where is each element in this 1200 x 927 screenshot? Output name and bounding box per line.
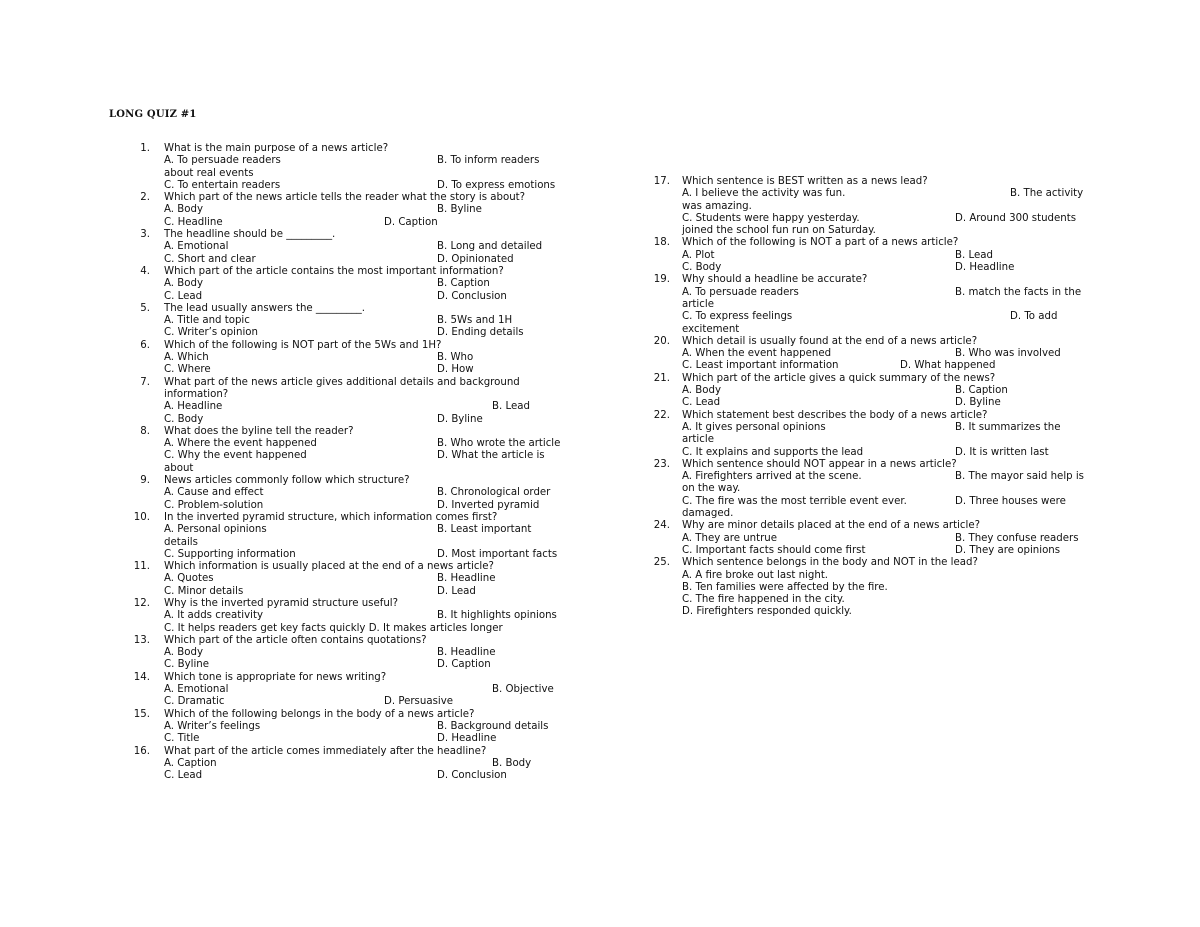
answer-option-c: C. To express feelings	[682, 311, 793, 323]
answer-option-c: C. Important facts should come first	[682, 544, 866, 556]
answer-option-b: B. The mayor said help is	[955, 471, 1084, 483]
question-number: 14.	[133, 671, 150, 683]
answer-row	[682, 287, 1098, 299]
answer-row	[164, 450, 580, 462]
answer-option-d: D. Caption	[384, 216, 438, 228]
question-item	[130, 561, 580, 598]
question-stem: What is the main purpose of a news article?	[164, 143, 389, 154]
answer-continued: was amazing.	[682, 200, 752, 212]
answer-row	[164, 401, 580, 413]
answer-option-a: A. It gives personal opinions	[682, 421, 826, 433]
question-stem: News articles commonly follow which structure?	[164, 475, 410, 487]
answer-option-c: C. Body	[164, 413, 204, 425]
answer-option-c: C. Lead	[682, 397, 721, 409]
question-item	[130, 672, 580, 709]
answer-option-d: D. Around 300 students	[955, 212, 1077, 224]
question-number: 23.	[653, 458, 670, 470]
question-item	[648, 459, 1098, 520]
answer-continued: damaged.	[682, 508, 734, 520]
answer-option-a: A. Body	[682, 385, 721, 397]
answer-continued: on the way.	[682, 483, 741, 495]
question-number: 15.	[133, 708, 150, 720]
answer-row	[164, 586, 580, 598]
answer-continued: joined the school fun run on Saturday.	[682, 225, 876, 237]
question-number: 17.	[653, 176, 670, 187]
question-number: 18.	[653, 237, 670, 249]
answer-row	[164, 733, 580, 745]
question-number: 10.	[133, 511, 150, 523]
question-stem: The headline should be _________.	[164, 229, 336, 241]
answer-continued: article	[682, 298, 714, 310]
answer-row	[682, 397, 1098, 409]
answer-row	[682, 311, 1098, 323]
answer-row	[682, 533, 1098, 545]
answer-option-a: A. To persuade readers	[682, 286, 799, 298]
answer-row	[164, 438, 580, 450]
answer-option-a: A. Plot	[682, 249, 715, 261]
answer-row	[682, 250, 1098, 262]
answer-option-a: A. Headline	[164, 401, 223, 413]
answer-row	[164, 291, 580, 303]
answer-option-b: B. Who was involved	[955, 348, 1061, 360]
question-stem: What part of the article comes immediately after the headline?	[164, 745, 487, 757]
question-body	[682, 237, 1098, 274]
answer-option-d: D. Most important facts	[437, 548, 558, 560]
answer-option-b: B. match the facts in the	[955, 286, 1082, 298]
answer-option-a: A. Title and topic	[164, 315, 250, 327]
question-number: 2.	[140, 192, 150, 204]
question-item	[648, 520, 1098, 557]
answer-option-d: D. What happened	[900, 360, 996, 372]
answer-option-b: B. They confuse readers	[955, 532, 1079, 544]
answer-option-b: B. Body	[492, 757, 532, 769]
answer-continued: about	[164, 462, 194, 474]
answer-option-c: C. Writer’s opinion	[164, 327, 258, 339]
answer-option-d: D. Byline	[437, 413, 483, 425]
answer-option-d: D. Inverted pyramid	[437, 499, 540, 511]
question-item	[648, 274, 1098, 335]
answer-row	[164, 684, 580, 696]
question-body	[164, 426, 580, 475]
question-body	[682, 459, 1098, 520]
answer-option-d: D. To add	[1010, 311, 1058, 323]
question-body	[164, 266, 580, 303]
answer-option-b: B. Who	[437, 352, 474, 364]
question-number: 3.	[140, 229, 150, 241]
question-stem: Which of the following belongs in the body of a news article?	[164, 708, 475, 720]
answer-option-d: D. Caption	[437, 659, 491, 671]
answer-option-d: D. Conclusion	[437, 290, 507, 302]
question-item	[130, 143, 580, 192]
question-number: 11.	[133, 561, 150, 573]
question-stem: Which part of the article gives a quick summary of the news?	[682, 372, 996, 384]
answer-option-a: A. Firefighters arrived at the scene.	[682, 471, 862, 483]
answer-row	[164, 721, 580, 733]
question-body	[682, 557, 1098, 618]
answer-row	[682, 496, 1098, 508]
answer-row	[164, 524, 580, 536]
question-item	[130, 229, 580, 266]
answer-row	[682, 422, 1098, 434]
answer-option-d: D. Ending details	[437, 327, 524, 339]
answer-option-c: C. Students were happy yesterday.	[682, 212, 860, 224]
answer-row	[682, 262, 1098, 274]
question-item	[130, 512, 580, 561]
answer-row	[164, 217, 580, 229]
question-item	[130, 426, 580, 475]
quiz-title: LONG QUIZ #1	[109, 109, 197, 120]
answer-option-d: D. Opinionated	[437, 253, 514, 265]
question-item	[130, 598, 580, 635]
answer-option-c: C. The fire was the most terrible event ever.	[682, 495, 907, 507]
question-stem: Which detail is usually found at the end of a news article?	[682, 335, 978, 347]
answer-option-c: C. Dramatic	[164, 696, 225, 708]
question-item	[130, 377, 580, 426]
answer-option-b: B. Caption	[955, 385, 1008, 397]
answer-row	[164, 659, 580, 671]
answer-option-d: D. What the article is	[437, 450, 545, 462]
answer-row	[164, 327, 580, 339]
answer-continued: about real events	[164, 167, 254, 179]
answer-option-a: A. Writer’s feelings	[164, 720, 261, 732]
questions-column-right	[648, 176, 1098, 619]
answer-option-b: B. Who wrote the article	[437, 438, 561, 450]
answer-option-d: D. Headline	[437, 733, 497, 745]
answer-option-b: B. Headline	[437, 647, 496, 659]
question-stem: Which sentence should NOT appear in a news article?	[682, 458, 957, 470]
answer-option-a: A. Cause and effect	[164, 487, 264, 499]
question-body	[682, 336, 1098, 373]
question-item	[648, 237, 1098, 274]
answer-option-d: D. Three houses were	[955, 495, 1066, 507]
answer-option-a: A. To persuade readers	[164, 155, 281, 167]
question-stem: Which tone is appropriate for news writing?	[164, 671, 387, 683]
question-stem: Which part of the news article tells the reader what the story is about?	[164, 192, 526, 204]
answer-row	[164, 254, 580, 266]
answer-row	[164, 610, 580, 622]
answer-option-c: C. Where	[164, 364, 211, 376]
question-stem-continued: information?	[164, 388, 229, 400]
answer-row	[682, 213, 1098, 225]
question-stem: The lead usually answers the _________.	[164, 302, 366, 314]
answer-option-c: C. Headline	[164, 216, 223, 228]
answer-option-c: C. Supporting information	[164, 548, 296, 560]
question-stem: Which sentence is BEST written as a news lead?	[682, 176, 928, 187]
question-item	[648, 410, 1098, 459]
question-body	[164, 512, 580, 561]
answer-row	[164, 352, 580, 364]
question-stem: Which part of the article often contains quotations?	[164, 634, 427, 646]
question-body	[682, 176, 1098, 237]
answer-option-c: C. Short and clear	[164, 253, 256, 265]
answer-option-a: A. They are untrue	[682, 532, 778, 544]
question-body	[164, 672, 580, 709]
question-stem: Why should a headline be accurate?	[682, 274, 868, 286]
question-number: 16.	[133, 745, 150, 757]
answer-option: C. The fire happened in the city.	[682, 594, 845, 606]
question-stem: Why is the inverted pyramid structure useful?	[164, 597, 399, 609]
question-number: 24.	[653, 520, 670, 532]
answer-option-c: C. To entertain readers	[164, 179, 281, 191]
answer-option-d: D. How	[437, 364, 474, 376]
answer-row	[164, 573, 580, 585]
answer-option-c: C. Lead	[164, 290, 203, 302]
question-item	[130, 746, 580, 783]
questions-column-left	[130, 143, 580, 782]
answer-option-b: B. To inform readers	[437, 155, 540, 167]
question-number: 6.	[140, 339, 150, 351]
answer-option-b: B. Headline	[437, 573, 496, 585]
answer-option-b: B. Least important	[437, 524, 532, 536]
question-body	[164, 746, 580, 783]
answer-option-a: A. Quotes	[164, 573, 214, 585]
question-body	[164, 635, 580, 672]
question-body	[682, 410, 1098, 459]
answer-continued: details	[164, 536, 198, 548]
question-body	[164, 229, 580, 266]
answer-option-b: B. Chronological order	[437, 487, 551, 499]
question-number: 5.	[140, 302, 150, 314]
answer-row	[164, 241, 580, 253]
answer-continued: excitement	[682, 323, 740, 335]
question-item	[130, 340, 580, 377]
answer-option-a: A. Body	[164, 647, 203, 659]
answer-row	[164, 696, 580, 708]
answer-row	[682, 188, 1098, 200]
question-number: 21.	[653, 372, 670, 384]
question-number: 22.	[653, 409, 670, 421]
answer-option-a: A. Personal opinions	[164, 524, 267, 536]
question-stem: Which part of the article contains the most important information?	[164, 265, 504, 277]
question-stem: Which statement best describes the body of a news article?	[682, 409, 988, 421]
answer-option-b: B. Background details	[437, 720, 549, 732]
answer-option-d: D. Lead	[437, 585, 476, 597]
answer-row	[164, 758, 580, 770]
answer-option-c: C. Body	[682, 262, 722, 274]
question-number: 19.	[653, 274, 670, 286]
answer-row	[164, 155, 580, 167]
answer-option-a: A. I believe the activity was fun.	[682, 188, 846, 200]
answer-option: B. Ten families were affected by the fire.	[682, 581, 888, 593]
answer-option-c: C. It explains and supports the lead	[682, 446, 864, 458]
question-item	[648, 176, 1098, 237]
question-number: 13.	[133, 634, 150, 646]
answer-option-c: C. Why the event happened	[164, 450, 307, 462]
answer-row	[164, 500, 580, 512]
answer-option-b: B. It summarizes the	[955, 421, 1061, 433]
answer-option-d: D. They are opinions	[955, 544, 1061, 556]
question-stem: Which of the following is NOT a part of a news article?	[682, 237, 959, 249]
answer-option-d: D. To express emotions	[437, 179, 556, 191]
answer-option-a: A. It adds creativity	[164, 610, 264, 622]
answer-row	[682, 545, 1098, 557]
question-number: 12.	[133, 597, 150, 609]
answer-row	[164, 647, 580, 659]
question-body	[164, 475, 580, 512]
answer-option-b: B. 5Ws and 1H	[437, 315, 513, 327]
question-stem: What part of the news article gives additional details and background	[164, 376, 520, 388]
answer-option-b: B. Objective	[492, 684, 554, 696]
answer-option-a: A. Where the event happened	[164, 438, 317, 450]
question-stem: Which of the following is NOT part of the 5Ws and 1H?	[164, 339, 442, 351]
question-body	[682, 274, 1098, 335]
question-stem: Which sentence belongs in the body and NOT in the lead?	[682, 557, 978, 569]
answer-row	[682, 360, 1098, 372]
answer-row	[164, 414, 580, 426]
question-number: 25.	[653, 557, 670, 569]
answer-row	[164, 180, 580, 192]
answer-option-d: D. Persuasive	[384, 696, 453, 708]
answer-row	[164, 315, 580, 327]
answer-row	[682, 447, 1098, 459]
question-stem: What does the byline tell the reader?	[164, 425, 354, 437]
answer-option-b: B. It highlights opinions	[437, 610, 557, 622]
answer-continued: article	[682, 434, 714, 446]
question-item	[130, 635, 580, 672]
answer-option-c: C. Byline	[164, 659, 209, 671]
answer-option-c: C. Title	[164, 733, 200, 745]
question-item	[130, 192, 580, 229]
question-number: 9.	[140, 475, 150, 487]
answer-row	[164, 364, 580, 376]
answer-option: D. Firefighters responded quickly.	[682, 606, 852, 618]
answer-option-b: B. Long and detailed	[437, 241, 543, 253]
answer-row	[164, 204, 580, 216]
answer-option-d: D. Headline	[955, 262, 1015, 274]
question-item	[130, 303, 580, 340]
answer-option-a: A. Emotional	[164, 241, 229, 253]
answer-row	[164, 770, 580, 782]
answer-option-a: A. When the event happened	[682, 348, 832, 360]
answer-option-a: A. Body	[164, 204, 203, 216]
question-number: 8.	[140, 425, 150, 437]
answer-option-c: C. Problem-solution	[164, 499, 264, 511]
answer-option-c: C. Minor details	[164, 585, 244, 597]
answer-option-d: D. Conclusion	[437, 770, 507, 782]
question-stem: Which information is usually placed at the end of a news article?	[164, 561, 494, 573]
answer-row	[682, 348, 1098, 360]
question-number: 4.	[140, 265, 150, 277]
question-stem: Why are minor details placed at the end of a news article?	[682, 520, 981, 532]
answer-row	[682, 385, 1098, 397]
answer-row	[164, 278, 580, 290]
answer-row	[164, 487, 580, 499]
answer-option-b: B. The activity	[1010, 188, 1084, 200]
question-body	[164, 340, 580, 377]
answer-option-c: C. Lead	[164, 770, 203, 782]
question-body	[164, 561, 580, 598]
question-number: 20.	[653, 335, 670, 347]
question-stem: In the inverted pyramid structure, which information comes first?	[164, 511, 498, 523]
answer-option-b: B. Byline	[437, 204, 482, 216]
question-item	[648, 373, 1098, 410]
question-body	[164, 377, 580, 426]
answer-option-d: D. Byline	[955, 397, 1001, 409]
answer-option-a: A. Caption	[164, 757, 217, 769]
answer-option-a: A. Which	[164, 352, 209, 364]
question-item	[648, 557, 1098, 618]
question-number: 1.	[140, 143, 150, 154]
answer-option-d: D. It is written last	[955, 446, 1049, 458]
answer-option-b: B. Lead	[955, 249, 993, 261]
answer-option-c: C. Least important information	[682, 360, 839, 372]
answer-row	[682, 471, 1098, 483]
question-body	[682, 373, 1098, 410]
question-item	[130, 475, 580, 512]
answer-option-a: A. Body	[164, 278, 203, 290]
question-body	[164, 709, 580, 746]
answer-option-a: A. Emotional	[164, 684, 229, 696]
answer-option-b: B. Lead	[492, 401, 530, 413]
question-item	[130, 709, 580, 746]
answer-option: A. A fire broke out last night.	[682, 569, 829, 581]
question-body	[682, 520, 1098, 557]
question-item	[130, 266, 580, 303]
question-body	[164, 303, 580, 340]
answer-row	[164, 549, 580, 561]
question-body	[164, 598, 580, 635]
question-body	[164, 143, 580, 192]
answer-row: C. It helps readers get key facts quickly D. It makes articles longer	[164, 622, 503, 634]
question-number: 7.	[140, 376, 150, 388]
question-item	[648, 336, 1098, 373]
answer-option-b: B. Caption	[437, 278, 490, 290]
question-body	[164, 192, 580, 229]
